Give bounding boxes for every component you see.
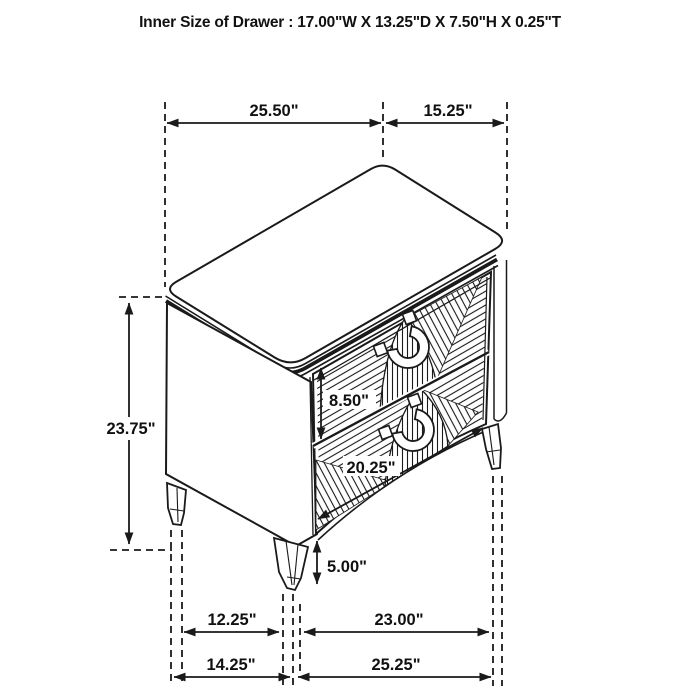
dim-label-legs-outer-depth: 14.25" [206,656,256,674]
dim-top-width [167,102,381,123]
dim-label-legs-inner-width: 23.00" [374,611,424,629]
dim-legs-inner-width [304,611,489,632]
dim-label-drawer-front-height: 8.50" [329,392,369,410]
dim-label-top-depth: 15.25" [423,102,473,120]
inner-size-note: Inner Size of Drawer : 17.00"W X 13.25"D X 7.50"H X 0.25"T [139,14,561,31]
dim-legs-outer-width [298,656,491,677]
back-left-leg [167,483,186,525]
front-center-leg [274,538,308,590]
dim-top-depth [386,102,504,123]
dim-label-front-diagonal: 20.25" [346,459,396,477]
dim-leg-height [317,541,367,584]
dim-legs-outer-depth [174,656,290,677]
dim-label-top-width: 25.50" [249,102,299,120]
dim-label-leg-height: 5.00" [327,558,367,576]
right-corner-post [492,260,507,421]
dim-label-legs-inner-depth: 12.25" [207,611,257,629]
nightstand-drawing [166,166,508,590]
dim-label-height: 23.75" [106,420,156,438]
front-right-leg [482,424,501,469]
dim-label-legs-outer-width: 25.25" [371,656,421,674]
dim-legs-inner-depth [184,611,279,632]
dim-height [100,303,162,544]
